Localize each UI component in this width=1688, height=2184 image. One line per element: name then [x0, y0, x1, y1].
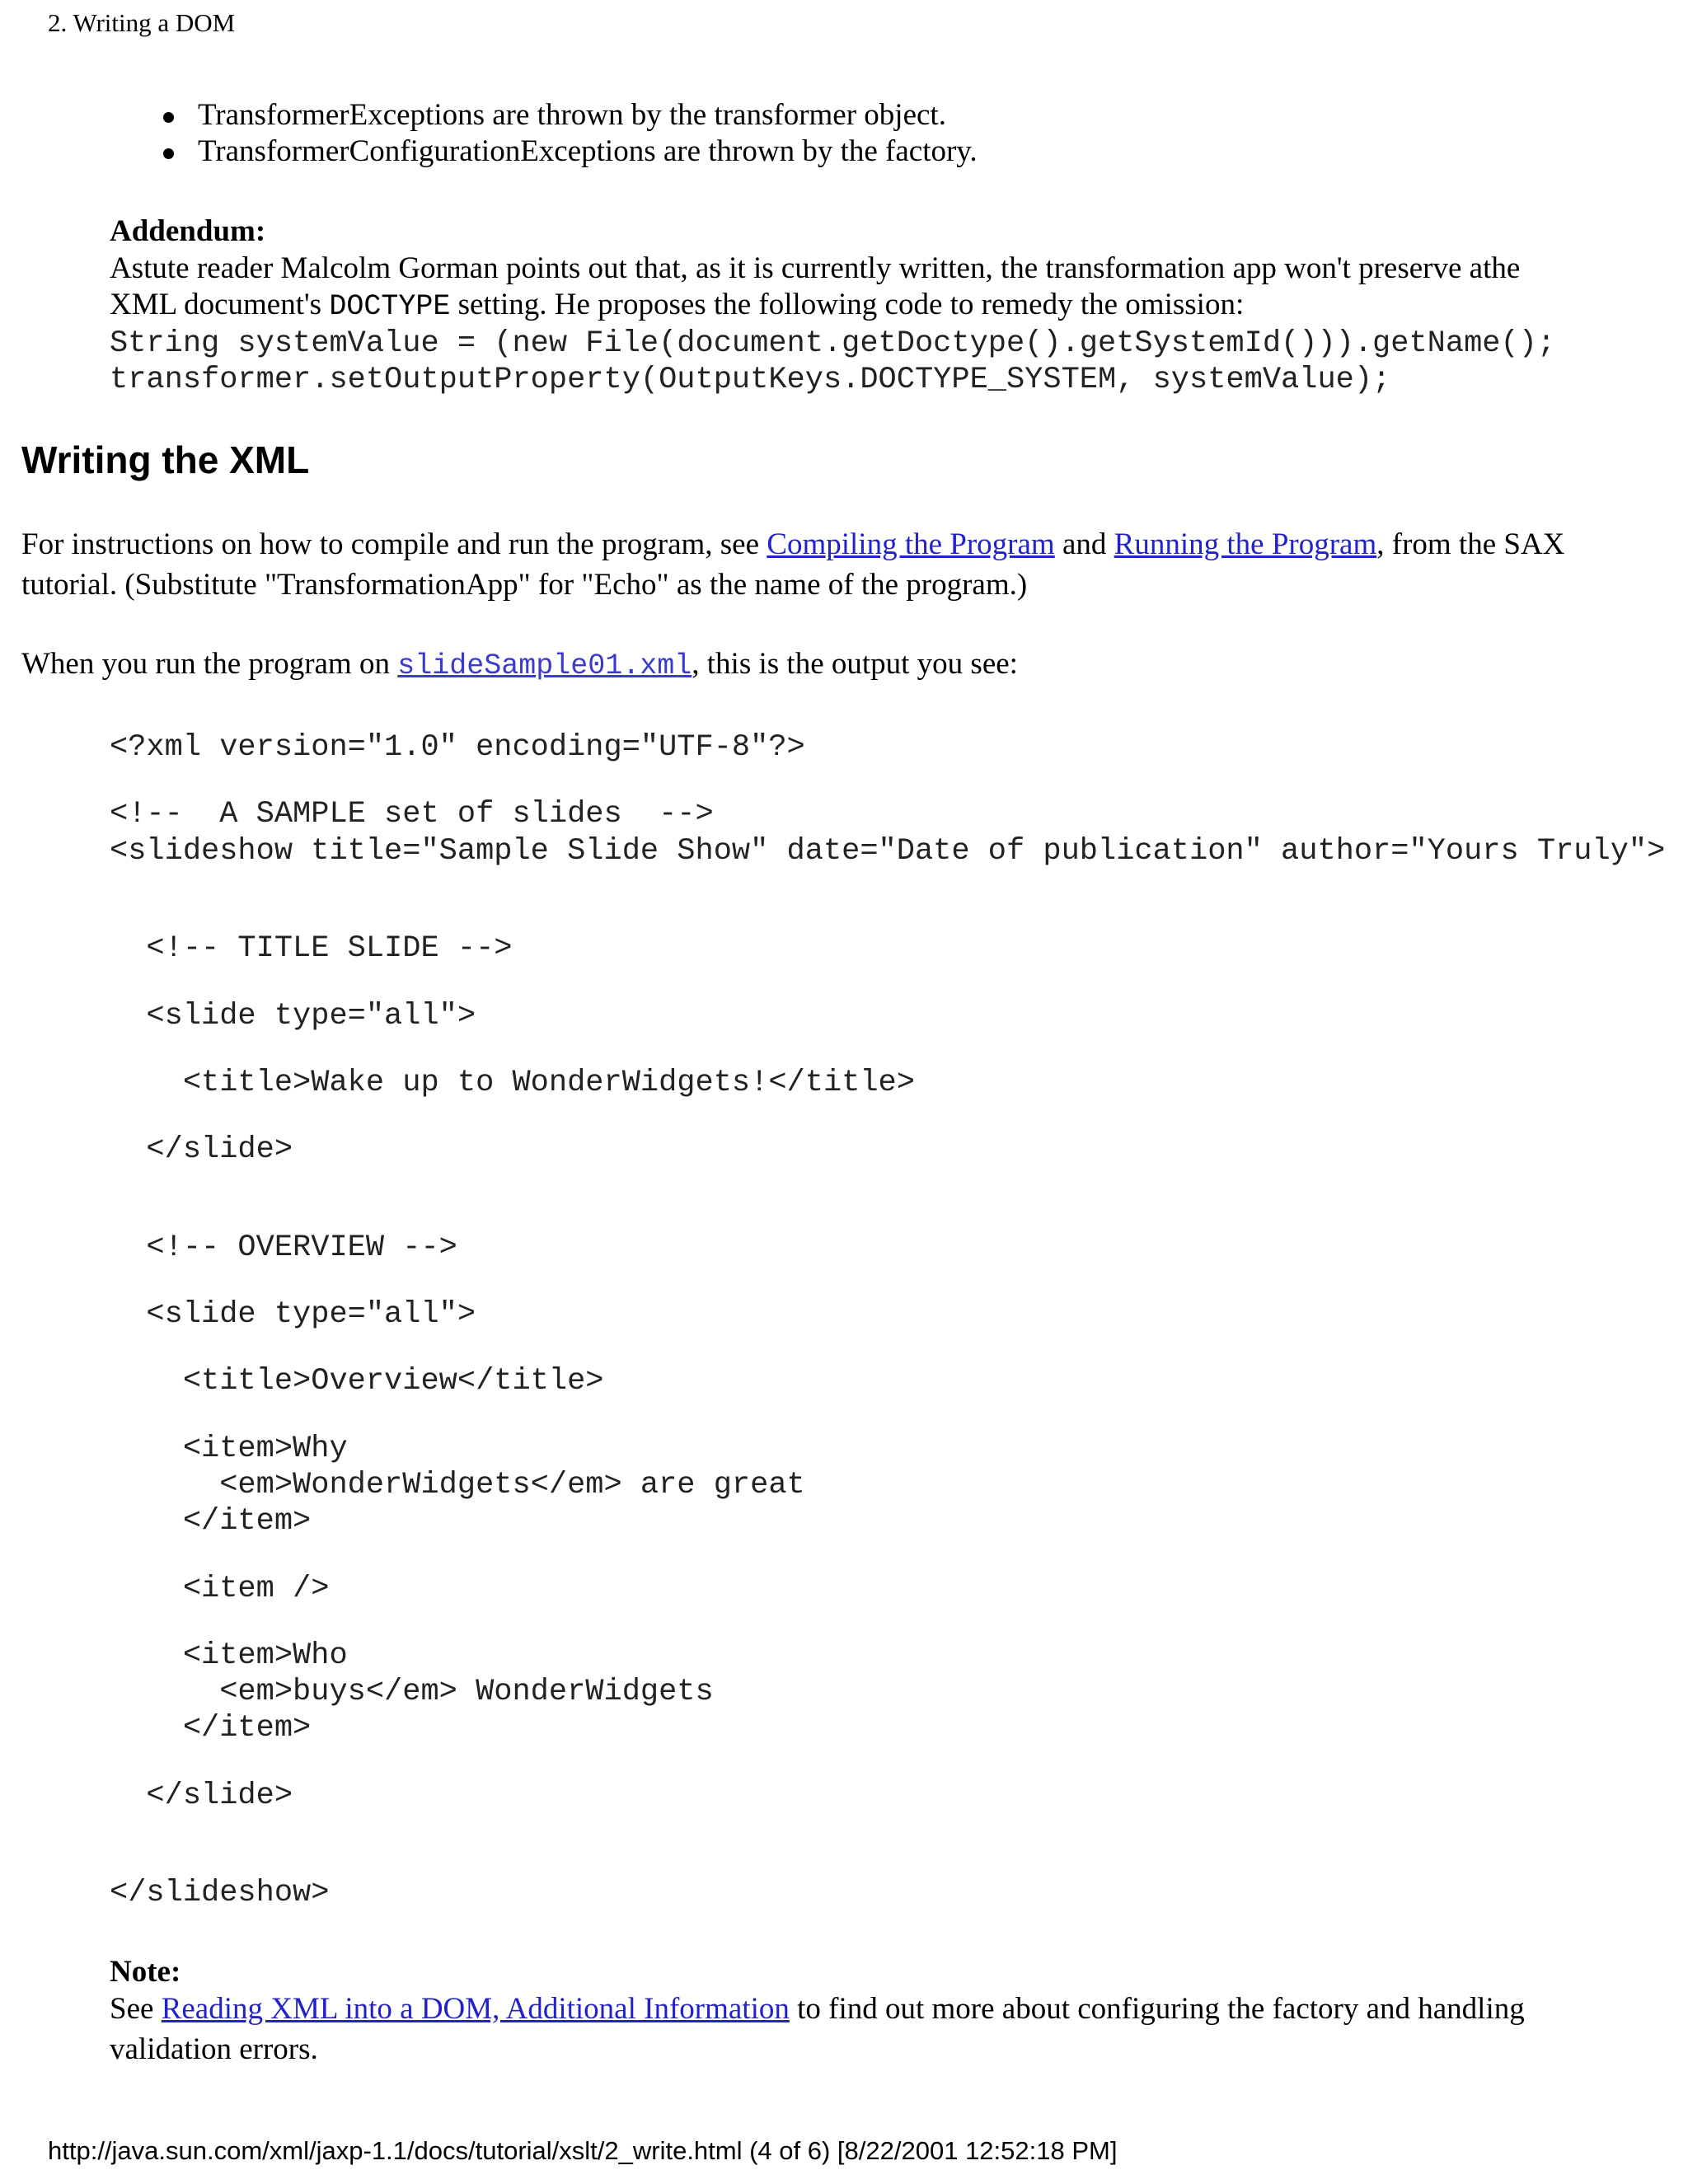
- doctype-code: DOCTYPE: [329, 290, 451, 323]
- bullet-text: TransformerExceptions are thrown by the transformer object.: [198, 98, 946, 132]
- code-line: <!-- TITLE SLIDE -->: [110, 931, 513, 966]
- paragraph-1-post: , from the SAX: [1376, 527, 1565, 561]
- note-pre: See: [110, 1992, 162, 2026]
- paragraph-1-line-2: tutorial. (Substitute "TransformationApp" for "Echo" as the name of the program.): [21, 568, 1028, 602]
- addendum-line-2-post: setting. He proposes the following code to remedy the omission:: [450, 288, 1245, 321]
- code-line: <slideshow title="Sample Slide Show" date="Date of publication" author="Yours Truly">: [110, 834, 1666, 869]
- running-head: 2. Writing a DOM: [48, 8, 236, 37]
- bullet-text: TransformerConfigurationExceptions are thrown by the factory.: [198, 134, 978, 168]
- addendum-line-1: Astute reader Malcolm Gorman points out that, as it is currently written, the transformation app won't preserve athe: [110, 251, 1521, 285]
- note-label: Note:: [110, 1955, 181, 1989]
- list-item: [124, 134, 978, 170]
- code-line: </item>: [110, 1711, 312, 1746]
- paragraph-1-pre: For instructions on how to compile and run the program, see: [21, 527, 767, 561]
- paragraph-1-line-1: [21, 526, 1564, 564]
- bullet-dot-icon: [163, 112, 174, 123]
- code-line: <!-- OVERVIEW -->: [110, 1230, 457, 1265]
- bullet-list: [124, 97, 978, 170]
- code-line: </slide>: [110, 1132, 293, 1167]
- addendum-line-2-pre: XML document's: [110, 288, 330, 321]
- code-line: <item>Why: [110, 1432, 348, 1466]
- running-the-program-link[interactable]: Running the Program: [1114, 527, 1377, 561]
- code-line: <em>WonderWidgets</em> are great: [110, 1468, 805, 1502]
- section-heading: Writing the XML: [21, 438, 310, 481]
- addendum-line-2: [110, 286, 1244, 326]
- code-line: </slideshow>: [110, 1876, 330, 1910]
- code-line: <title>Overview</title>: [110, 1364, 604, 1399]
- list-item: [124, 97, 978, 134]
- paragraph-1-mid: and: [1054, 527, 1114, 561]
- note-post: to find out more about configuring the factory and handling: [789, 1992, 1525, 2026]
- footer-url: http://java.sun.com/xml/jaxp-1.1/docs/tutorial/xslt/2_write.html (4 of 6) [8/22/2001 12:52:18 PM]: [48, 2136, 1118, 2165]
- code-line: <?xml version="1.0" encoding="UTF-8"?>: [110, 730, 805, 765]
- code-line: <!-- A SAMPLE set of slides -->: [110, 797, 714, 832]
- slide-sample-link[interactable]: slideSample01.xml: [397, 649, 692, 682]
- code-line: </slide>: [110, 1779, 293, 1813]
- addendum-code-line-2: transformer.setOutputProperty(OutputKeys.DOCTYPE_SYSTEM, systemValue);: [110, 363, 1391, 397]
- paragraph-2-pre: When you run the program on: [21, 647, 398, 681]
- note-line-1: [110, 1990, 1525, 2028]
- code-line: <title>Wake up to WonderWidgets!</title>: [110, 1066, 915, 1100]
- bullet-dot-icon: [163, 148, 174, 159]
- paragraph-2-post: , this is the output you see:: [692, 647, 1018, 681]
- note-line-2: validation errors.: [110, 2032, 318, 2066]
- code-line: <item />: [110, 1572, 330, 1606]
- code-line: <slide type="all">: [110, 1297, 476, 1332]
- addendum-code-line-1: String systemValue = (new File(document.getDoctype().getSystemId())).getName();: [110, 326, 1556, 361]
- code-line: <slide type="all">: [110, 999, 476, 1033]
- code-line: <item>Who: [110, 1638, 348, 1673]
- paragraph-2: [21, 645, 1018, 685]
- code-line: <em>buys</em> WonderWidgets: [110, 1675, 714, 1709]
- addendum-label: Addendum:: [110, 214, 266, 248]
- code-line: </item>: [110, 1504, 312, 1539]
- reading-xml-into-dom-link[interactable]: Reading XML into a DOM, Additional Information: [161, 1992, 790, 2026]
- compiling-the-program-link[interactable]: Compiling the Program: [767, 527, 1055, 561]
